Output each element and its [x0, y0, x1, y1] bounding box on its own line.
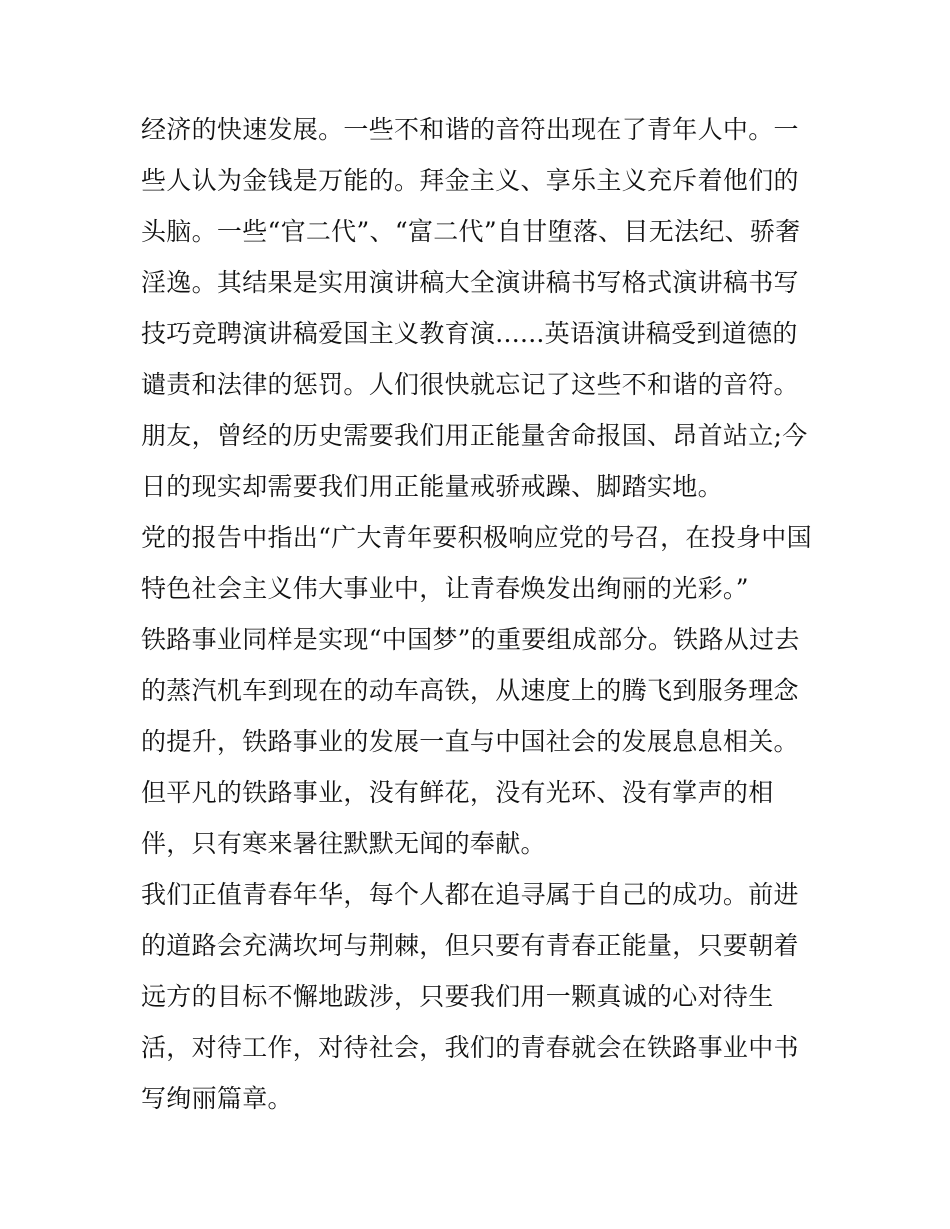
- paragraph-3: 党的报告中指出“广大青年要积极响应党的号召，在投身中国特色社会主义伟大事业中，让青春焕发出绚丽的光彩。”: [141, 523, 812, 603]
- paragraph-5: 我们正值青春年华，每个人都在追寻属于自己的成功。前进的道路会充满坎坷与荆棘，但只要有青春正能量，只要朝着远方的目标不懈地跋涉，只要我们用一颗真诚的心对待生活，对待工作，对待社会，我们的青春就会在铁路事业中书写绚丽篇章。: [141, 880, 799, 1113]
- paragraph-2: 朋友，曾经的历史需要我们用正能量舍命报国、昂首站立;今日的现实却需要我们用正能量戒骄戒躁、脚踏实地。: [141, 421, 808, 501]
- document-body: [141, 104, 813, 1124]
- paragraph-4: 铁路事业同样是实现“中国梦”的重要组成部分。铁路从过去的蒸汽机车到现在的动车高铁，从速度上的腾飞到服务理念的提升，铁路事业的发展一直与中国社会的发展息息相关。但平凡的铁路事业，没有鲜花，没有光环、没有掌声的相伴，只有寒来暑往默默无闻的奉献。: [141, 625, 800, 858]
- paragraph-1: 经济的快速发展。一些不和谐的音符出现在了青年人中。一些人认为金钱是万能的。拜金主义、享乐主义充斥着他们的头脑。一些“官二代”、“富二代”自甘堕落、目无法纪、骄奢淫逸。其结果是实用演讲稿大全演讲稿书写格式演讲稿书写技巧竞聘演讲稿爱国主义教育演......英语演讲稿受到道德的谴责和法律的惩罚。人们很快就忘记了这些不和谐的音符。: [141, 115, 801, 399]
